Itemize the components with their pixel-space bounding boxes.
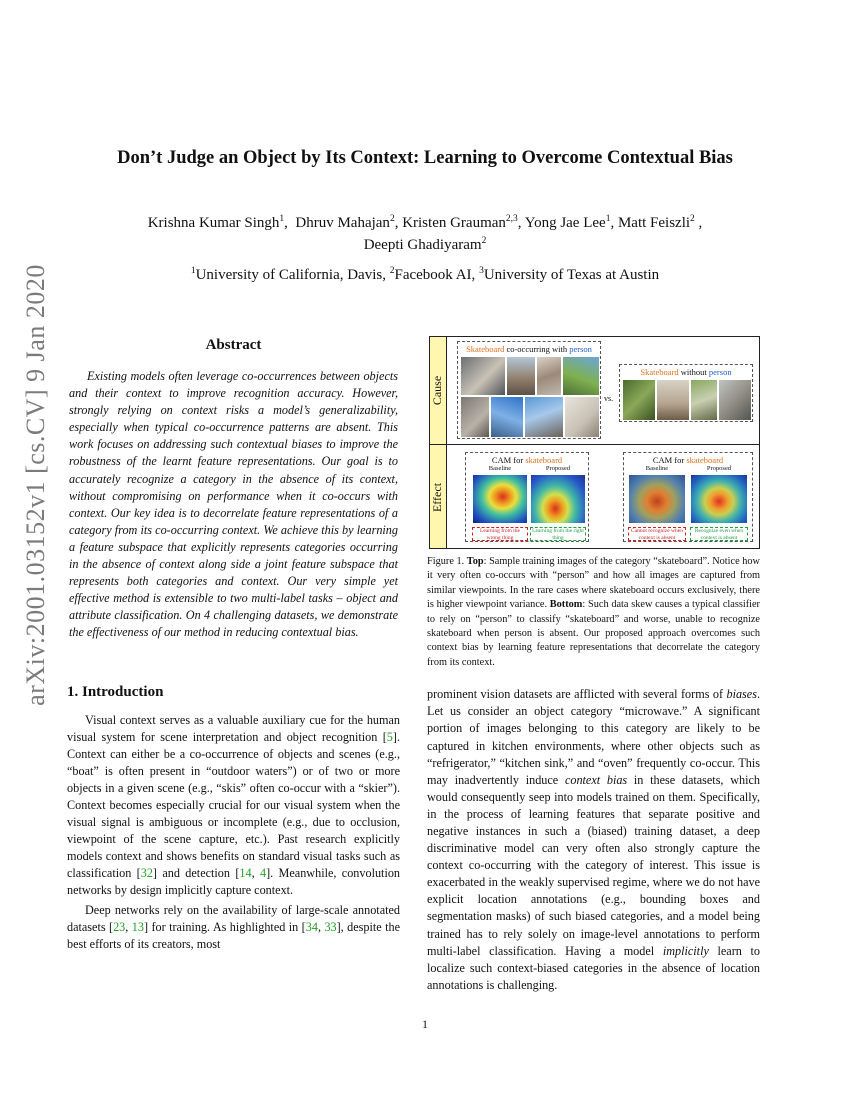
skateboard-photo bbox=[656, 379, 690, 421]
author: Kristen Grauman$^{2,3}$ bbox=[402, 214, 518, 231]
skateboard-photo bbox=[622, 379, 656, 421]
author: Krishna Kumar Singh$^1$ bbox=[147, 214, 285, 231]
skateboard-photo bbox=[506, 356, 536, 396]
wrong-thing-note: Learning from the wrong thing bbox=[472, 527, 528, 541]
author-list: Krishna Kumar Singh$^1$, Dhruv Mahajan$^2$, Kristen Grauman$^{2,3}$, Yong Jae Lee$^1$, Matt Feiszli$^2$ , Deepti Ghadiyaram$^2$ bbox=[147, 214, 703, 253]
abstract-text: Existing models often leverage co-occurrences between objects and their context to improve recognition accuracy. However, strongly relying on context risks a model’s generalizability, especially when typical co-occurrence patterns are absent. This work focuses on addressing such contextual biases to improve the robustness of the learnt feature representations. Our goal is to accurately recognize a category in the absence of its context, without compromising on performance when it co-occurs with context. Our key idea is to decorrelate feature representations of a category from its co-occurring context. We achieve this by learning a feature subspace that explicitly represents categories occurring in the absence of context along side a joint feature subspace that represents both categories and context. Our very simple yet effective method is extensible to two multi-label tasks – object and attribute classification. On 4 challenging datasets, we demonstrate the effectiveness of our method in reducing contextual bias. bbox=[69, 369, 398, 640]
cam-heatmap bbox=[472, 474, 528, 524]
citation-link[interactable]: 5 bbox=[386, 729, 393, 744]
without-context-box bbox=[619, 364, 753, 422]
without-context-title: Skateboard without person bbox=[640, 367, 732, 377]
cam-title: CAM for skateboard bbox=[491, 455, 563, 465]
arxiv-stamp bbox=[16, 264, 56, 706]
cam-heatmap bbox=[690, 474, 748, 524]
cannot-recognize-note: Cannot recognize when context is absent bbox=[628, 527, 686, 541]
baseline-label: Baseline bbox=[488, 465, 512, 472]
skateboard-photo bbox=[718, 379, 752, 421]
effect-label: Effect bbox=[430, 482, 445, 512]
intro-heading: 1. Introduction bbox=[67, 683, 164, 700]
figure-divider bbox=[429, 444, 760, 445]
figure-1 bbox=[427, 336, 760, 549]
recognize-note: Recognize even when context is absent bbox=[690, 527, 748, 541]
cam-title: CAM for skateboard bbox=[652, 455, 724, 465]
right-column bbox=[427, 336, 760, 994]
intro-paragraph-1: Visual context serves as a valuable auxiliary cue for the human visual system for scene interpretation and object recognition [5]. Context can either be a co-occurrence of objects and scenes (e.g., “boat” is often present in “outdoor waters”) or of two or more objects in a given scene (e.g., “skis” often co-occur with a “skier”). Context becomes especially crucial for our visual system when the visual signal is ambiguous or incomplete (e.g., due to occlusion, viewpoint of the scene capture, etc.). Past research explicitly models context and shows benefits on standard visual tasks such as classification [32] and detection [14, 4]. Meanwhile, convolution networks by design implicitly capture context. bbox=[67, 712, 401, 898]
skateboard-photo bbox=[564, 396, 600, 438]
citation-link[interactable]: 13 bbox=[131, 919, 144, 934]
cooccurring-title: Skateboard co-occurring with person bbox=[466, 344, 592, 354]
cooccurring-images-box bbox=[457, 341, 601, 439]
baseline-label: Baseline bbox=[645, 465, 669, 472]
figure-caption: Figure 1. Top: Sample training images of the category “skateboard”. Notice how it very often co-occurs with “person” and how all images are captured from similar viewpoints. In the rare cases where skateboard occurs exclusively, there is higher viewpoint variance. Bottom: Such data skew causes a typical classifier to rely on “person” to classify “skateboard” and worse, unable to recognize skateboard when person is absent. Our proposed approach overcomes such context bias by learning feature representations that decorrelate the category from its context. bbox=[427, 556, 760, 668]
citation-link[interactable]: 34 bbox=[305, 919, 318, 934]
skateboard-photo bbox=[490, 396, 524, 438]
author: Dhruv Mahajan$^2$ bbox=[295, 214, 395, 231]
citation-link[interactable]: 4 bbox=[260, 866, 267, 881]
citation-link[interactable]: 23 bbox=[113, 919, 126, 934]
cam-without-context-box bbox=[623, 452, 753, 542]
skateboard-photo bbox=[690, 379, 718, 421]
proposed-label: Proposed bbox=[706, 465, 732, 472]
page-number: 1 bbox=[422, 1017, 428, 1031]
citation-link[interactable]: 32 bbox=[140, 866, 153, 881]
cause-label: Cause bbox=[430, 375, 445, 405]
cam-heatmap bbox=[628, 474, 686, 524]
skateboard-photo bbox=[524, 396, 564, 438]
intro-paragraph-3: prominent vision datasets are afflicted with several forms of biases. Let us consider an object category “microwave.” A significant portion of images belonging to this category are likely to be captured in kitchen environments, where other objects such as “refrigerator,” “kitchen sink,” and “oven” frequently co-occur. This may inadvertently induce context bias in these datasets, which would consequently seep into models trained on them. Specifically, in the process of learning features that separate positive and negative instances in such a (biased) training dataset, a deep discriminative model can very often also strongly capture the context co-occurring with the category of interest. This issue is exacerbated in the weakly supervised regime, where we do not have explicit location annotations (e.g., bounding boxes and segmentation masks) of such biased categories, and a model being trained has to rely solely on image-level annotations to perform multi-label classification. Having a model implicitly learn to localize such context-biased categories in the absence of location annotations is challenging. bbox=[427, 687, 760, 992]
intro-paragraph-2: Deep networks rely on the availability of large-scale annotated datasets [23, 13] for training. As highlighted in [34, 33], despite the best efforts of its creators, most bbox=[67, 902, 401, 951]
right-thing-note: Learning from the right thing bbox=[530, 527, 586, 541]
vs-label: vs. bbox=[604, 394, 614, 403]
citation-link[interactable]: 33 bbox=[324, 919, 337, 934]
abstract-heading: Abstract bbox=[205, 337, 262, 353]
author: Deepti Ghadiyaram$^2$ bbox=[363, 236, 487, 253]
affiliations: $^1$University of California, Davis, $^2$Facebook AI, $^3$University of Texas at Austin bbox=[190, 266, 660, 283]
skateboard-photo bbox=[536, 356, 562, 396]
skateboard-photo bbox=[460, 396, 490, 438]
skateboard-photo bbox=[562, 356, 600, 396]
author: Matt Feiszli$^2$ bbox=[617, 214, 695, 231]
cam-with-context-box bbox=[465, 452, 589, 542]
author: Yong Jae Lee$^1$ bbox=[524, 214, 611, 231]
proposed-label: Proposed bbox=[545, 465, 571, 472]
left-column bbox=[67, 334, 400, 953]
arxiv-stamp-text: arXiv:2001.03152v1 [cs.CV] 9 Jan 2020 bbox=[21, 264, 50, 706]
paper-title: Don’t Judge an Object by Its Context: Learning to Overcome Contextual Bias bbox=[117, 148, 733, 168]
citation-link[interactable]: 14 bbox=[239, 866, 252, 881]
cam-heatmap bbox=[530, 474, 586, 524]
skateboard-photo bbox=[460, 356, 506, 396]
